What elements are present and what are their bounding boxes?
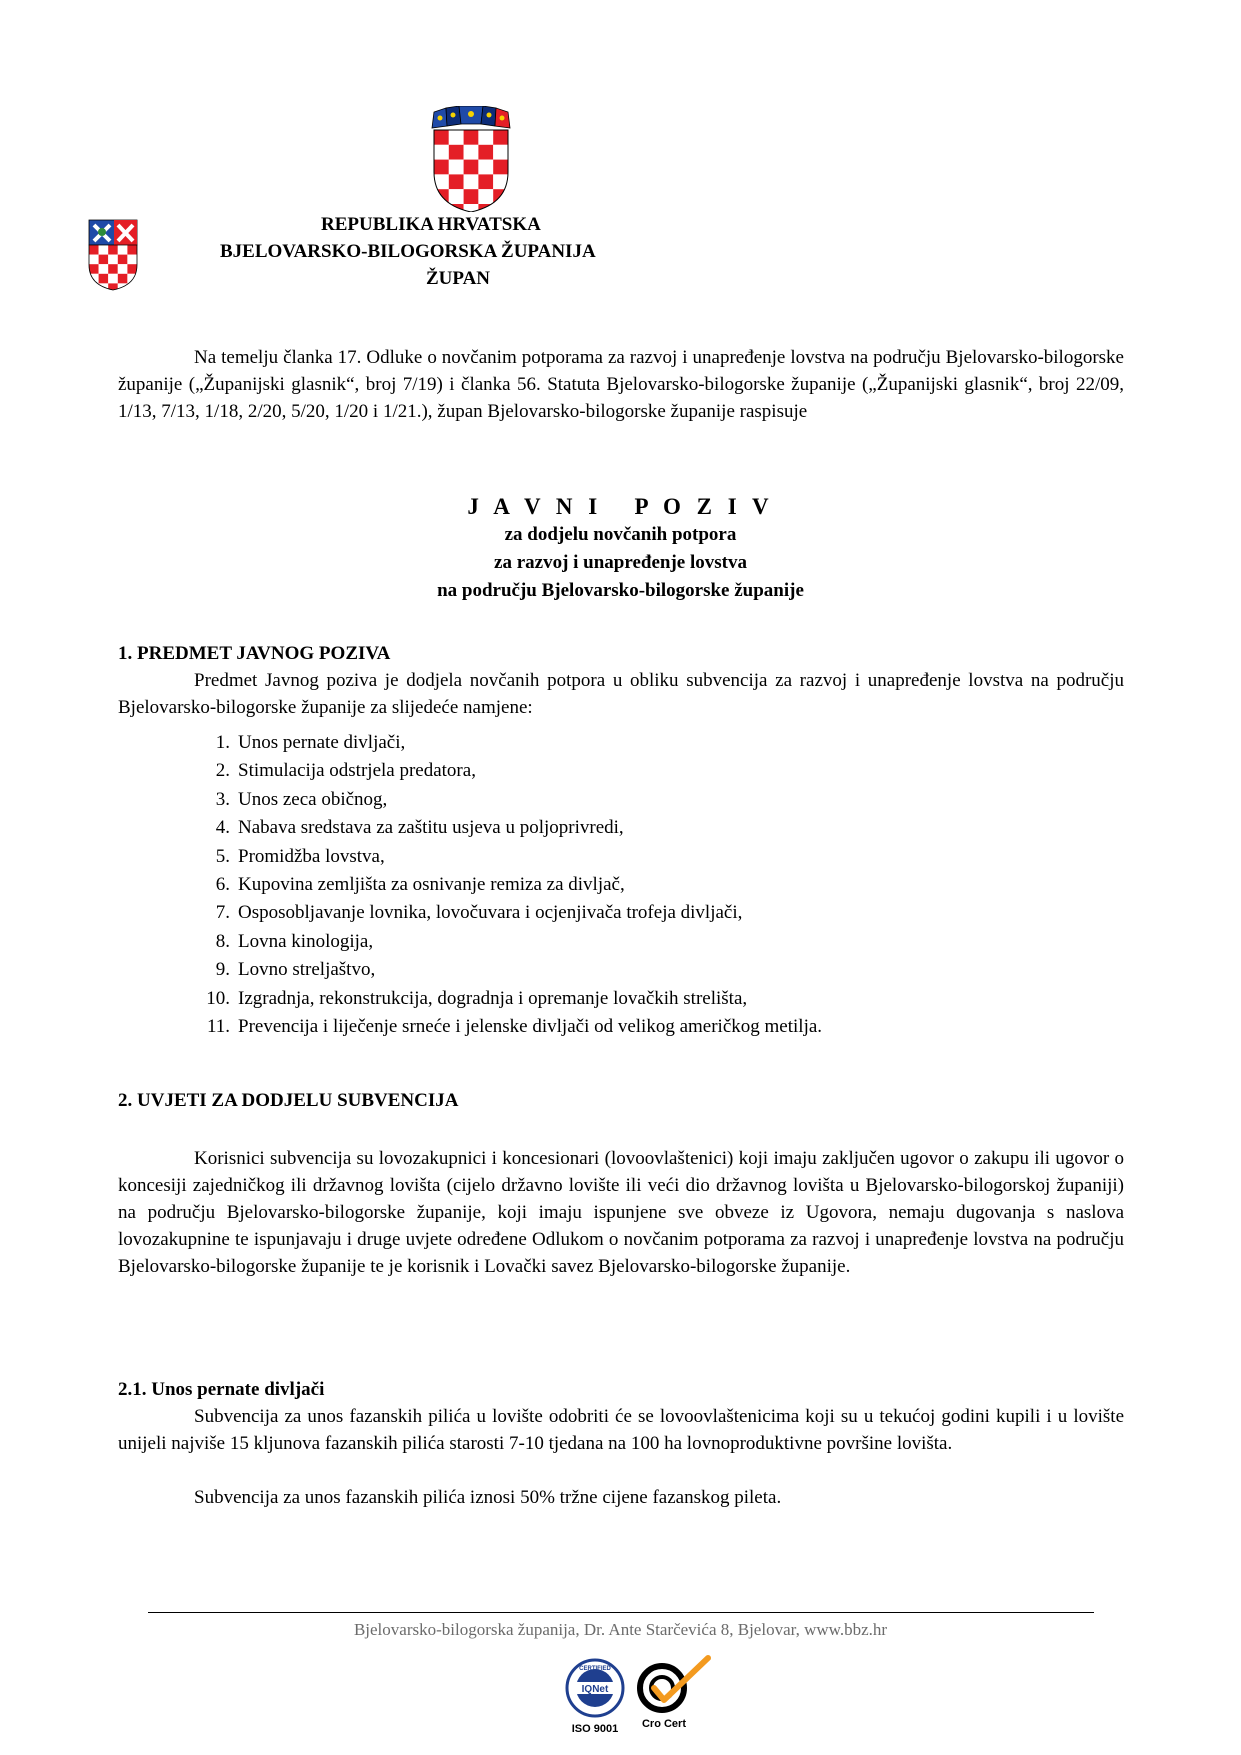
document-title: J A V N I P O Z I V (467, 494, 774, 519)
croatia-coat-of-arms-icon (430, 106, 512, 212)
iqnet-iso-icon (560, 1658, 630, 1718)
list-item: 6. Kupovina zemljišta za osnivanje remiza za divljač, (215, 874, 625, 896)
county-coat-of-arms-icon (88, 219, 138, 291)
section1-text: Predmet Javnog poziva je dodjela novčanih potpora u obliku subvencija za razvoj i unapređenje lovstva na području Bjelovarsko-bilogorske županije za slijedeće namjene: (118, 670, 1124, 718)
list-item: 4. Nabava sredstava za zaštitu usjeva u poljoprivredi, (215, 817, 624, 839)
crocert-logo (632, 1652, 712, 1734)
iso-label: ISO 9001 (571, 1723, 619, 1735)
list-item: 9. Lovno streljaštvo, (215, 959, 376, 981)
header-office: ŽUPAN (426, 268, 491, 289)
footer-address: Bjelovarsko-bilogorska županija, Dr. Ante Starčevića 8, Bjelovar, www.bbz.hr (353, 1620, 888, 1639)
section2-heading: 2. UVJETI ZA DODJELU SUBVENCIJA (118, 1090, 459, 1111)
section21-text-2: Subvencija za unos fazanskih pilića iznosi 50% tržne cijene fazanskog pileta. (194, 1487, 782, 1508)
section2-text: Korisnici subvencija su lovozakupnici i koncesionari (lovoovlaštenici) koji imaju zaključen ugovor o zakupu ili ugovor o koncesiji zajedničkog ili državnog lovišta (cijelo državno lovište ili veći dio državnog lovišta u Bjelovarsko-bilogorskoj županiji) na području Bjelovarsko-bilogorske županije, koji imaju ispunjene sve obveze iz Ugovora, nemaju dugovanja s naslova lovozakupnine te ispunjavaju i druge uvjete određene Odlukom o novčanim potporama za razvoj i unapređenje lovstva na području Bjelovarsko-bilogorske županije te je korisnik i Lovački savez Bjelovarsko-bilogorske županije. (118, 1148, 1124, 1277)
list-item: 3. Unos zeca običnog, (215, 788, 388, 810)
list-item: 1. Unos pernate divljači, (215, 732, 406, 753)
header-country: REPUBLIKA HRVATSKA (321, 214, 541, 235)
crocert-icon (632, 1652, 712, 1718)
title-line-2: za razvoj i unapređenje lovstva (494, 552, 747, 573)
section21-text-1: Subvencija za unos fazanskih pilića u lovište odobriti će se lovoovlaštenicima koji su u tekućoj godini kupili i u lovište unijeli najviše 15 kljunova fazanskih pilića starosti 7-10 tjedana na 100 ha lovnoproduktivne površine lovišta. (118, 1406, 1124, 1454)
svg-text:CERTIFIED: CERTIFIED (579, 1666, 611, 1672)
list-item: 2. Stimulacija odstrjela predatora, (215, 760, 476, 782)
list-item: 10. Izgradnja, rekonstrukcija, dogradnja i opremanje lovačkih strelišta, (206, 987, 748, 1009)
purpose-list (194, 729, 822, 1041)
footer-divider (148, 1612, 1094, 1613)
crocert-label: Cro Cert (641, 1718, 686, 1730)
svg-text:IQNet: IQNet (581, 1684, 609, 1695)
iqnet-iso-logo (560, 1658, 630, 1734)
section1-heading: 1. PREDMET JAVNOG POZIVA (118, 643, 391, 664)
list-item: 7. Osposobljavanje lovnika, lovočuvara i ocjenjivača trofeja divljači, (215, 902, 743, 924)
section21-heading: 2.1. Unos pernate divljači (118, 1379, 325, 1400)
title-line-1: za dodjelu novčanih potpora (504, 524, 737, 545)
title-line-3: na području Bjelovarsko-bilogorske županije (437, 580, 804, 601)
header-county: BJELOVARSKO-BILOGORSKA ŽUPANIJA (220, 241, 596, 262)
list-item: 5. Promidžba lovstva, (215, 845, 385, 867)
intro-paragraph: Na temelju članka 17. Odluke o novčanim potporama za razvoj i unapređenje lovstva na području Bjelovarsko-bilogorske županije („Županijski glasnik“, broj 7/19) i članka 56. Statuta Bjelovarsko-bilogorske županije („Županijski glasnik“, broj 22/09, 1/13, 7/13, 1/18, 2/20, 5/20, 1/20 i 1/21.), župan Bjelovarsko-bilogorske županije raspisuje (118, 347, 1124, 422)
list-item: 11. Prevencija i liječenje srneće i jelenske divljači od velikog američkog metilja. (206, 1016, 823, 1038)
list-item: 8. Lovna kinologija, (215, 930, 374, 952)
